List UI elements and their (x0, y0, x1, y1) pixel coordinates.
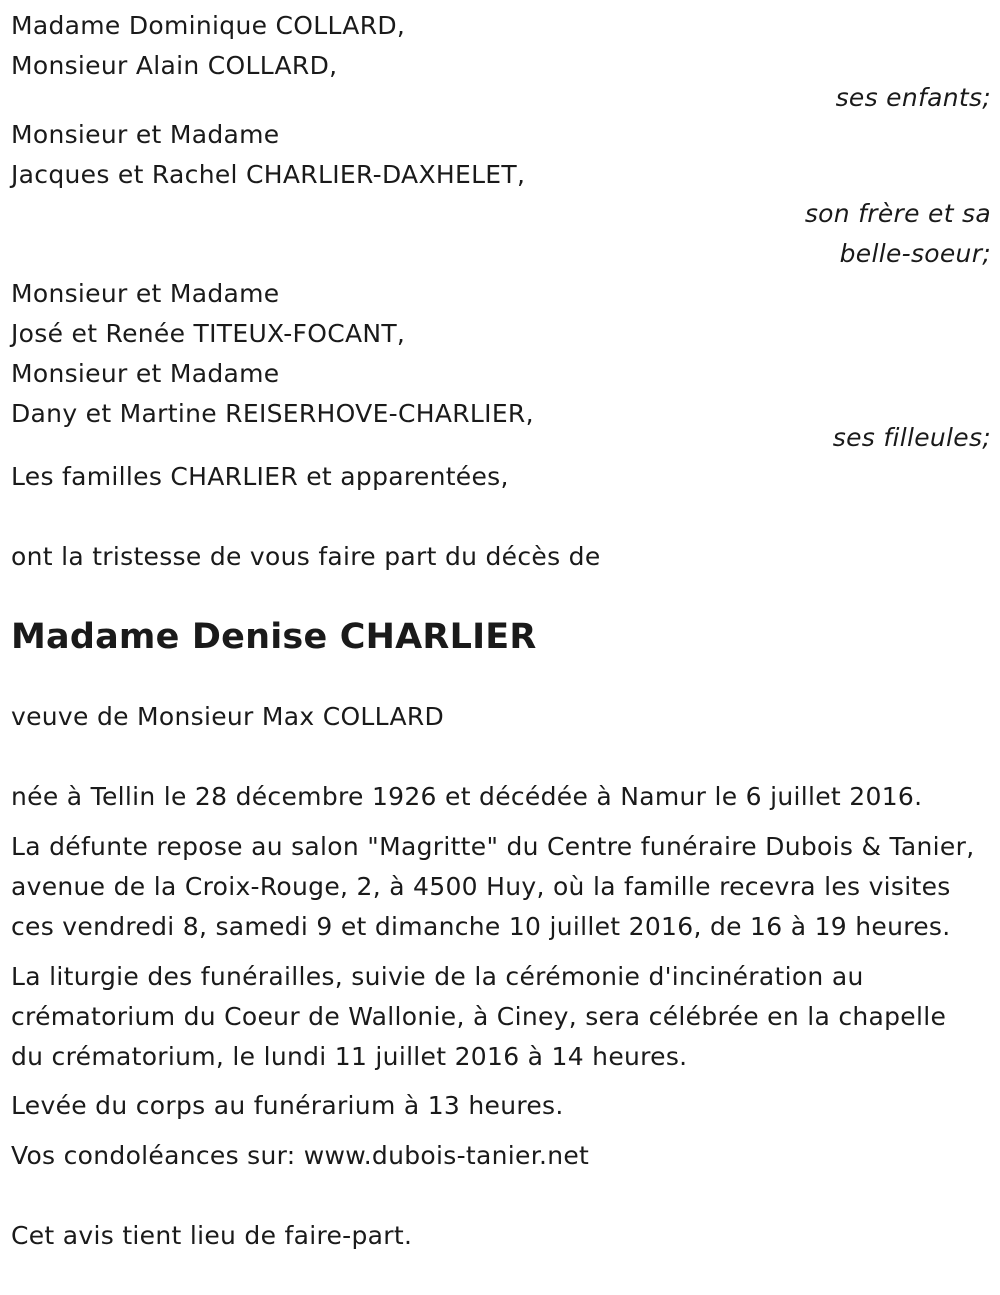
birth-death-line: née à Tellin le 28 décembre 1926 et décédée à Namur le 6 juillet 2016. (11, 782, 923, 811)
relation-label: ses filleules; (832, 423, 991, 452)
sibling-group (11, 115, 991, 274)
children-group (11, 6, 991, 118)
name-line: José et Renée TITEUX-FOCANT, (11, 319, 406, 348)
name-line: Monsieur Alain COLLARD, (11, 51, 338, 80)
removal-line: Levée du corps au funérarium à 13 heures. (11, 1091, 564, 1120)
viewing-paragraph: La défunte repose au salon "Magritte" du Centre funéraire Dubois & Tanier, avenue de la Croix-Rouge, 2, à 4500 Huy, où la famille recevra les visites ces vendredi 8, samedi 9 et dimanche 10 juillet 2016, de 16 à 19 heures. (11, 832, 975, 941)
relation-label: ses enfants; (835, 83, 991, 112)
name-line: Monsieur et Madame (11, 359, 280, 388)
name-line: Jacques et Rachel CHARLIER-DAXHELET, (11, 160, 526, 189)
goddaughters-group (11, 274, 991, 458)
closing-line: Cet avis tient lieu de faire-part. (11, 1221, 413, 1250)
name-line: Dany et Martine REISERHOVE-CHARLIER, (11, 399, 534, 428)
deceased-name: Madame Denise CHARLIER (11, 617, 537, 657)
name-line: Monsieur et Madame (11, 120, 280, 149)
liturgy-paragraph: La liturgie des funérailles, suivie de la cérémonie d'incinération au crématorium du Coeur de Wallonie, à Ciney, sera célébrée en la chapelle du crématorium, le lundi 11 juillet 2016 à 14 heures. (11, 962, 947, 1071)
relation-label: son frère et sa (804, 199, 991, 228)
condolences-line: Vos condoléances sur: www.dubois-tanier.net (11, 1141, 590, 1170)
name-line: Madame Dominique COLLARD, (11, 11, 406, 40)
announcement-line: ont la tristesse de vous faire part du décès de (11, 542, 601, 571)
families-line: Les familles CHARLIER et apparentées, (11, 462, 509, 491)
relation-label: belle-soeur; (839, 239, 991, 268)
widow-of-line: veuve de Monsieur Max COLLARD (11, 702, 445, 731)
death-notice (11, 6, 991, 1256)
name-line: Monsieur et Madame (11, 279, 280, 308)
